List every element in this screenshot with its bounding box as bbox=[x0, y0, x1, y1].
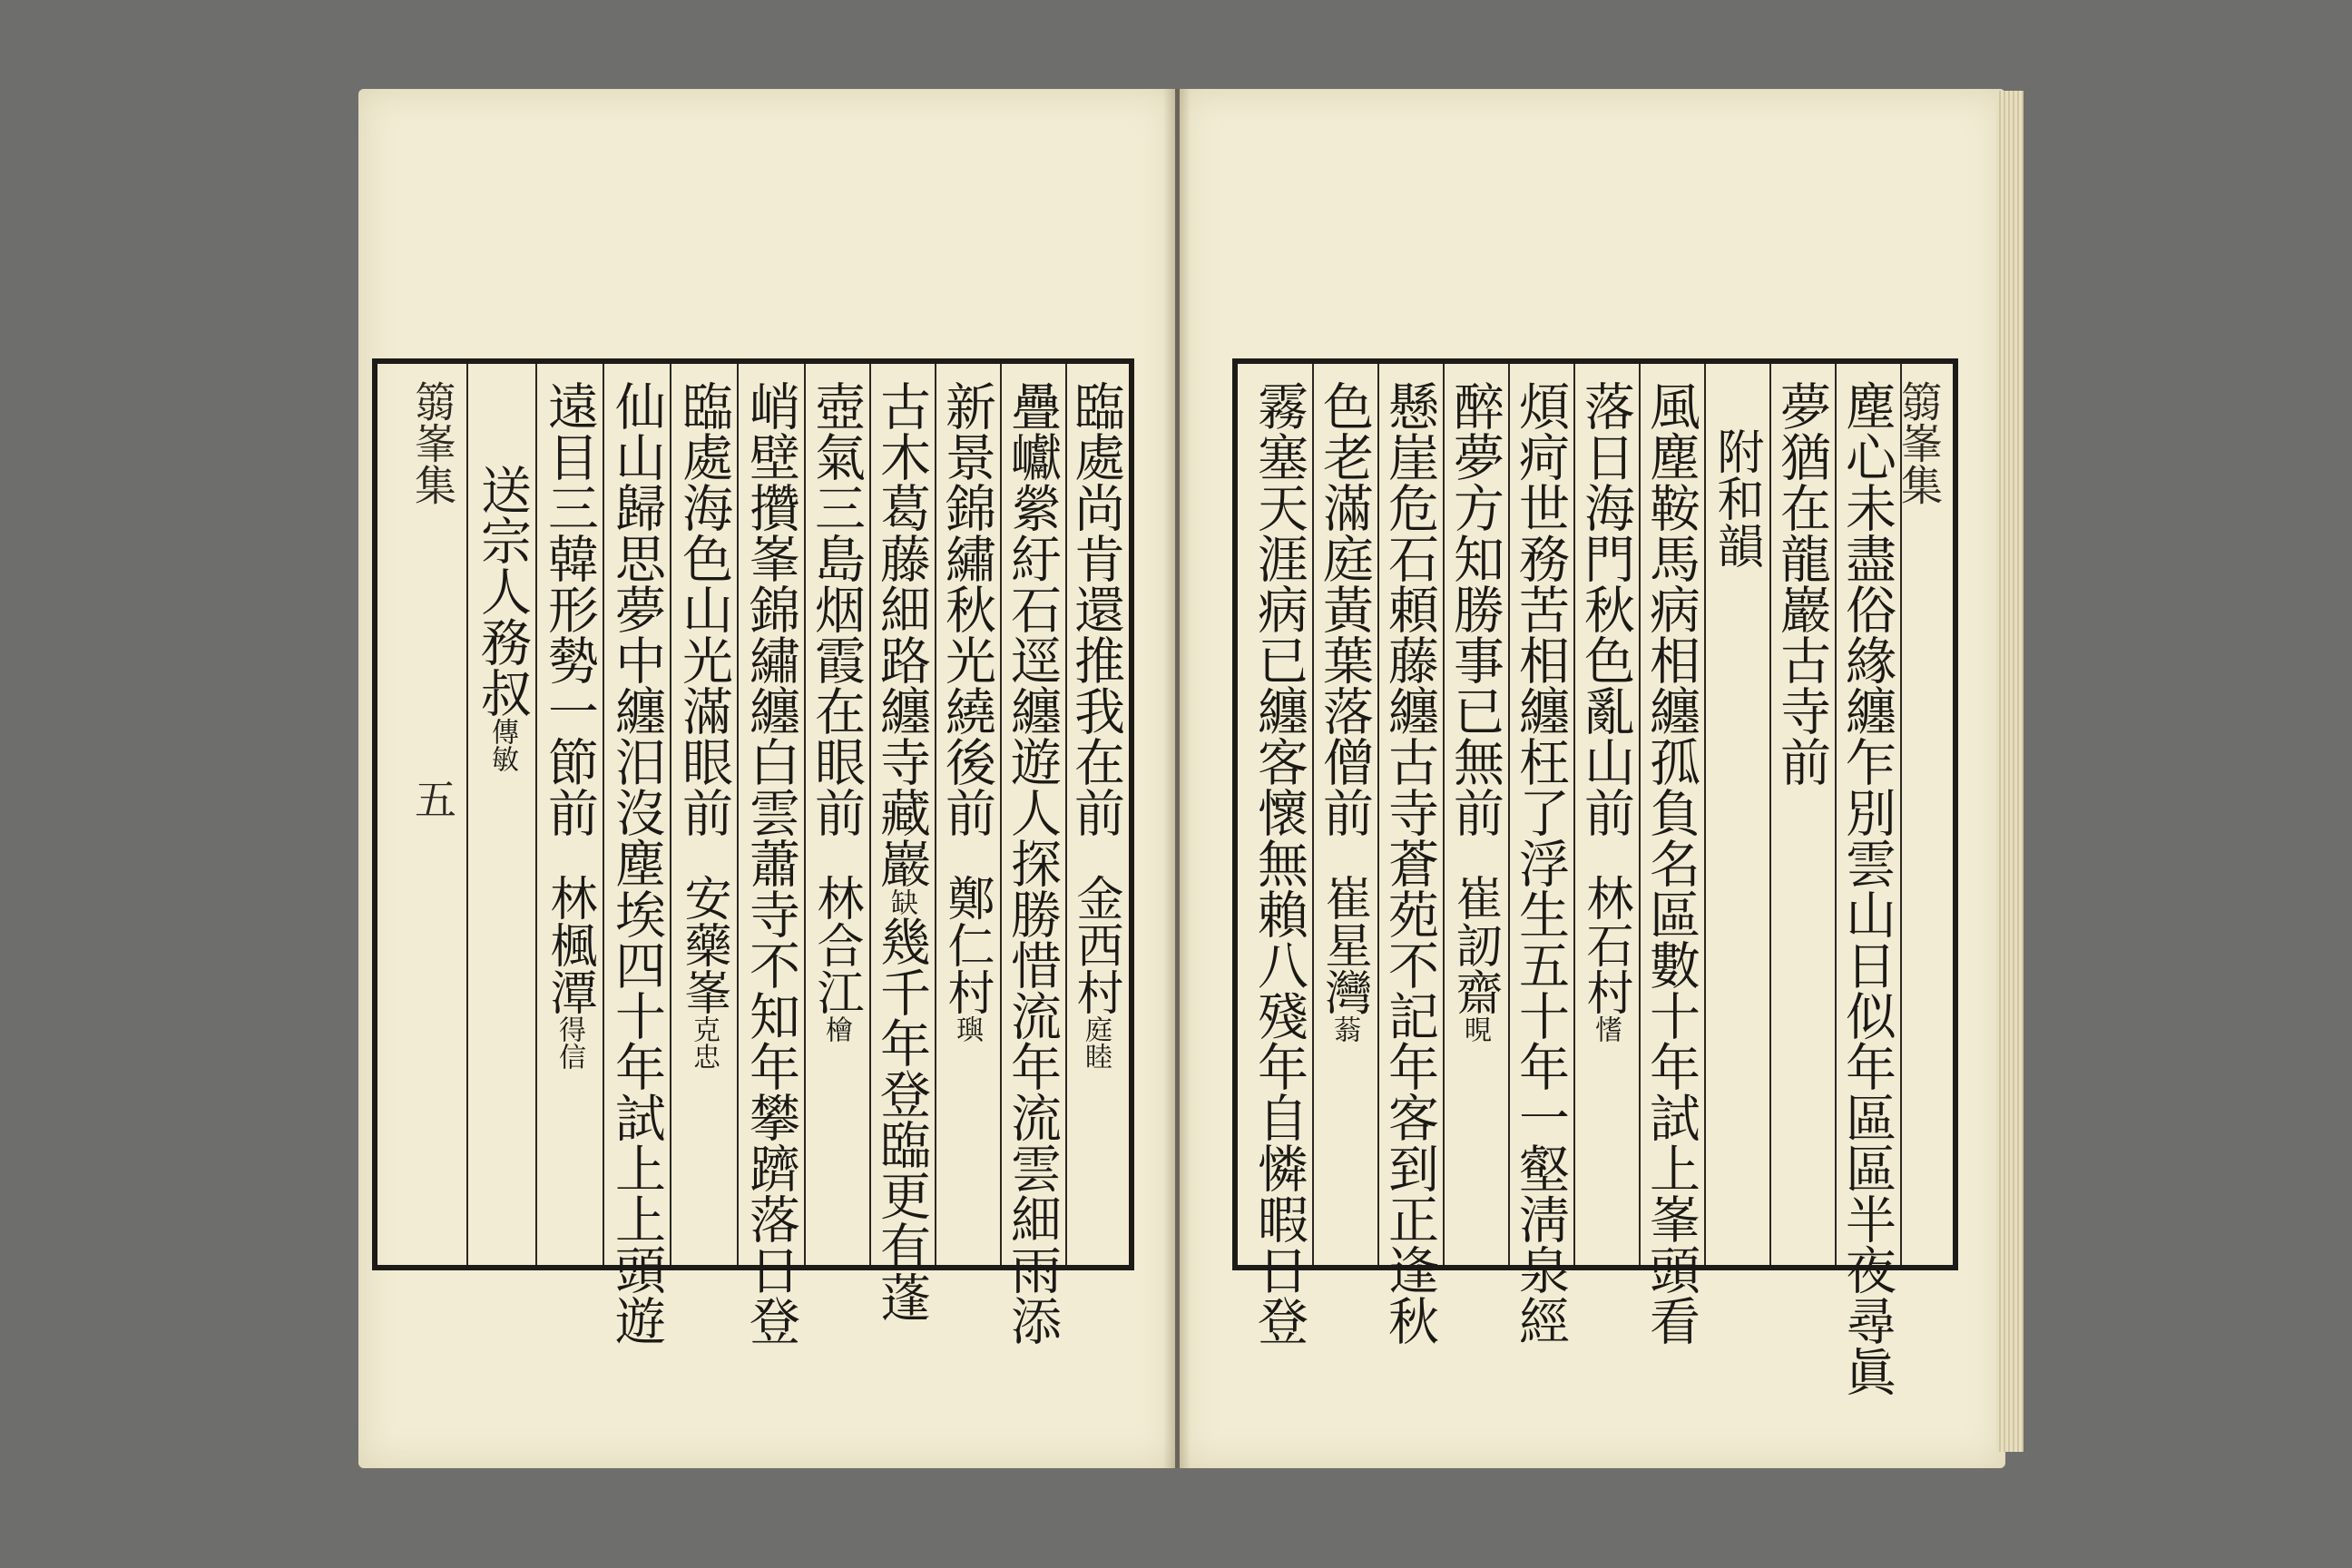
text-column: 峭壁攢峯錦繡纏白雲蕭寺不知年攀躋落日登 bbox=[737, 364, 804, 1265]
page-edges bbox=[1996, 91, 2024, 1452]
text-column: 疊巘縈紆石逕纏遊人探勝惜流年流雲細雨添 bbox=[1000, 364, 1065, 1265]
text-column: 風塵鞍馬病相纏孤負名區數十年試上峯頭看 bbox=[1639, 364, 1704, 1265]
text-column: 送宗人務叔傳敏 bbox=[466, 364, 535, 1265]
page-margin-title: 篛峯集 bbox=[1900, 364, 1953, 1265]
left-text-frame bbox=[372, 358, 1134, 1346]
text-column: 醉夢方知勝事已無前崔訒齋晛 bbox=[1443, 364, 1508, 1265]
book-gutter bbox=[1163, 89, 1191, 1468]
text-column: 仙山歸思夢中纏汨沒塵埃四十年試上上頭遊 bbox=[603, 364, 670, 1265]
page-number: 五 bbox=[408, 778, 457, 819]
text-column: 古木葛藤細路纏寺藏巖缺幾千年登臨更有蓬 bbox=[869, 364, 935, 1265]
text-column: 懸崖危石頼藤纏古寺蒼苑不記年客到正逢秋 bbox=[1377, 364, 1443, 1265]
text-column: 煩疴世務苦相纏枉了浮生五十年一壑淸泉經 bbox=[1508, 364, 1573, 1265]
text-column: 色老滿庭黃葉落僧前崔星灣蓊 bbox=[1312, 364, 1377, 1265]
text-column: 臨處海色山光滿眼前安藥峯克忠 bbox=[670, 364, 737, 1265]
text-column: 遠目三韓形勢一節前林楓潭得信 bbox=[535, 364, 603, 1265]
text-column: 霧塞天涯病已纏客懷無賴八殘年自憐暇日登 bbox=[1250, 380, 1308, 1346]
text-column: 落日海門秋色亂山前林石村愭 bbox=[1573, 364, 1639, 1265]
text-column: 夢猶在龍巖古寺前 bbox=[1769, 364, 1835, 1265]
section-heading: 附和韻 bbox=[1704, 364, 1769, 1265]
page-margin-title: 篛峯集五 bbox=[408, 380, 457, 819]
text-column: 塵心未盡俗緣纏乍別雲山日似年區區半夜尋眞 bbox=[1835, 364, 1900, 1265]
text-column: 壺氣三島烟霞在眼前林合江檜 bbox=[804, 364, 869, 1265]
text-column: 新景錦繡秋光繞後前鄭仁村璵 bbox=[935, 364, 1000, 1265]
right-text-frame bbox=[1232, 358, 1958, 1396]
text-column: 臨處尚肯還推我在前金西村庭睦 bbox=[1065, 364, 1129, 1265]
